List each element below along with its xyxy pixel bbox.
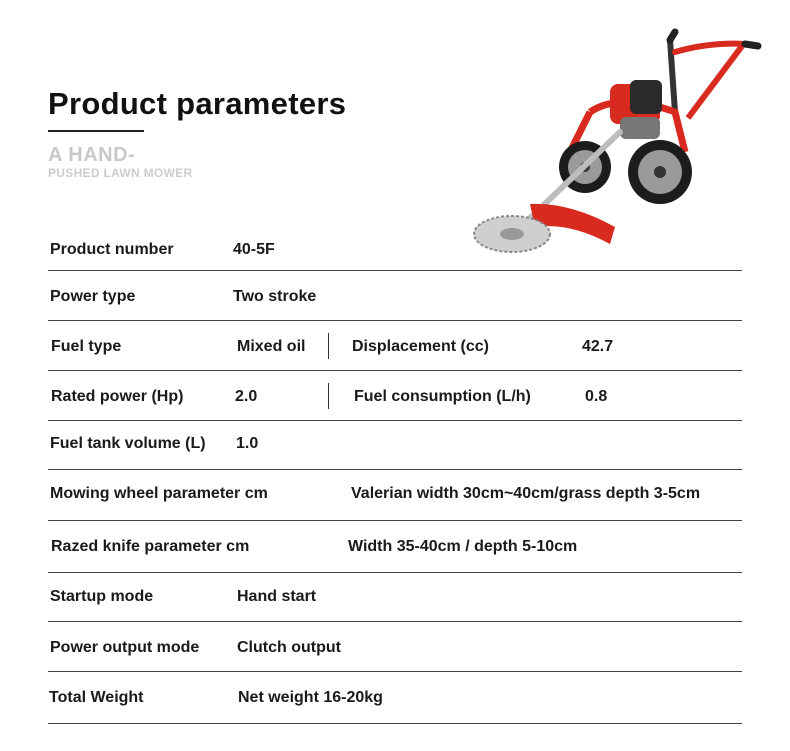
table-row <box>48 421 742 470</box>
param-label: Power output mode <box>50 639 200 656</box>
param-value: 1.0 <box>236 435 259 452</box>
table-row <box>48 521 742 573</box>
param-value: 2.0 <box>235 388 258 405</box>
param-value: Net weight 16-20kg <box>238 689 383 706</box>
table-row <box>48 227 742 271</box>
subtitle-line2: PUSHED LAWN MOWER <box>48 166 193 180</box>
table-row <box>48 622 742 672</box>
column-divider <box>328 383 329 409</box>
table-row <box>48 672 742 724</box>
title-underline <box>48 130 144 132</box>
param-label: Mowing wheel parameter cm <box>50 485 268 502</box>
param-value: 40-5F <box>233 241 275 258</box>
param-value: 42.7 <box>582 338 614 355</box>
param-value: Two stroke <box>233 288 317 305</box>
param-value: Clutch output <box>237 639 341 656</box>
param-value: Mixed oil <box>237 338 306 355</box>
param-value: Hand start <box>237 588 317 605</box>
param-label: Fuel consumption (L/h) <box>354 388 531 405</box>
param-label: Product number <box>50 241 174 258</box>
table-row <box>48 321 742 371</box>
param-label: Razed knife parameter cm <box>51 538 250 555</box>
param-label: Startup mode <box>50 588 154 605</box>
subtitle-line1: A HAND- <box>48 144 136 166</box>
table-row <box>48 573 742 622</box>
table-row <box>48 371 742 421</box>
param-value: Valerian width 30cm~40cm/grass depth 3-5cm <box>351 485 701 502</box>
param-value: 0.8 <box>585 388 608 405</box>
param-value: Width 35-40cm / depth 5-10cm <box>348 538 578 555</box>
param-label: Power type <box>50 288 136 305</box>
lawn-mower-icon <box>470 22 770 262</box>
table-row <box>48 271 742 321</box>
page-title: Product parameters <box>48 86 347 121</box>
param-label: Fuel type <box>51 338 122 355</box>
param-label: Displacement (cc) <box>352 338 489 355</box>
param-label: Rated power (Hp) <box>51 388 184 405</box>
param-label: Total Weight <box>49 689 144 706</box>
column-divider <box>328 333 329 359</box>
table-row <box>48 470 742 521</box>
param-label: Fuel tank volume (L) <box>50 435 206 452</box>
